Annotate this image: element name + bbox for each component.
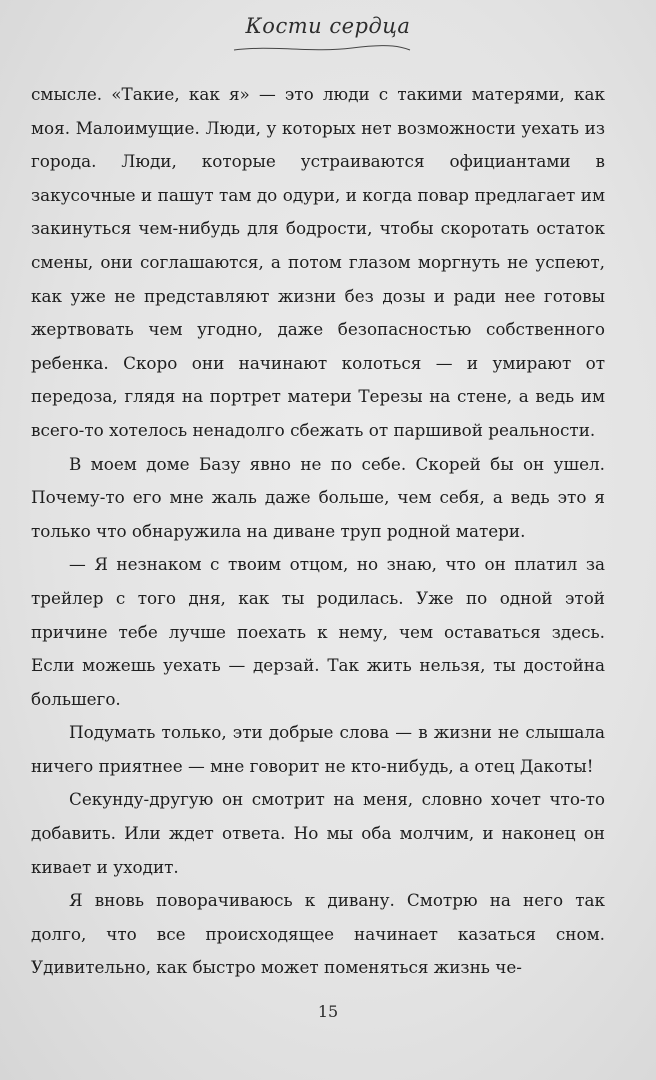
running-title-text: Кости сердца [245,14,411,38]
paragraph-4: Подумать только, эти добрые слова — в жизни не слышала ничего приятнее — мне говорит не кто-нибудь, а отец Дакоты! [31,722,605,776]
paragraph-6: Я вновь поворачиваюсь к дивану. Смотрю на него так долго, что все происходящее начинает казаться сном. Удивительно, как быстро может поменяться жизнь че- [31,890,605,978]
paragraph-1: смысле. «Такие, как я» — это люди с такими матерями, как моя. Малоимущие. Люди, у которых нет возможности уехать из города. Люди, которые устраиваются официантами в закусочные и пашут там до одури, и когда повар предлагает им закинуться чем-нибудь для бодрости, чтобы скоротать остаток смены, они соглашаются, а потом глазом моргнуть не успеют, как уже не представляют жизни без дозы и ради нее готовы жертвовать чем угодно, даже безопасностью собственного ребенка. Скоро они начинают колоться — и умирают от передоза, глядя на портрет матери Терезы на стене, а ведь им всего-то хотелось ненадолго сбежать от паршивой реальности. [31,84,605,440]
paragraph-5: Секунду-другую он смотрит на меня, словно хочет что-то добавить. Или ждет ответа. Но мы оба молчим, и наконец он кивает и уходит. [31,789,605,877]
paragraph-3: — Я незнаком с твоим отцом, но знаю, что он платил за трейлер с того дня, как ты родилась. Уже по одной этой причине тебе лучше поехать к нему, чем оставаться здесь. Если можешь уехать — дерзай. Так жить нельзя, ты достойна большего. [31,554,605,709]
page-body-text [31,78,605,985]
page-number: 15 [317,1002,339,1021]
title-flourish-ornament [232,44,412,54]
running-title [0,14,656,38]
paragraph-2: В моем доме Базу явно не по себе. Скорей бы он ушел. Почему-то его мне жаль даже больше, чем себя, а ведь это я только что обнаружила на диване труп родной матери. [31,453,605,541]
